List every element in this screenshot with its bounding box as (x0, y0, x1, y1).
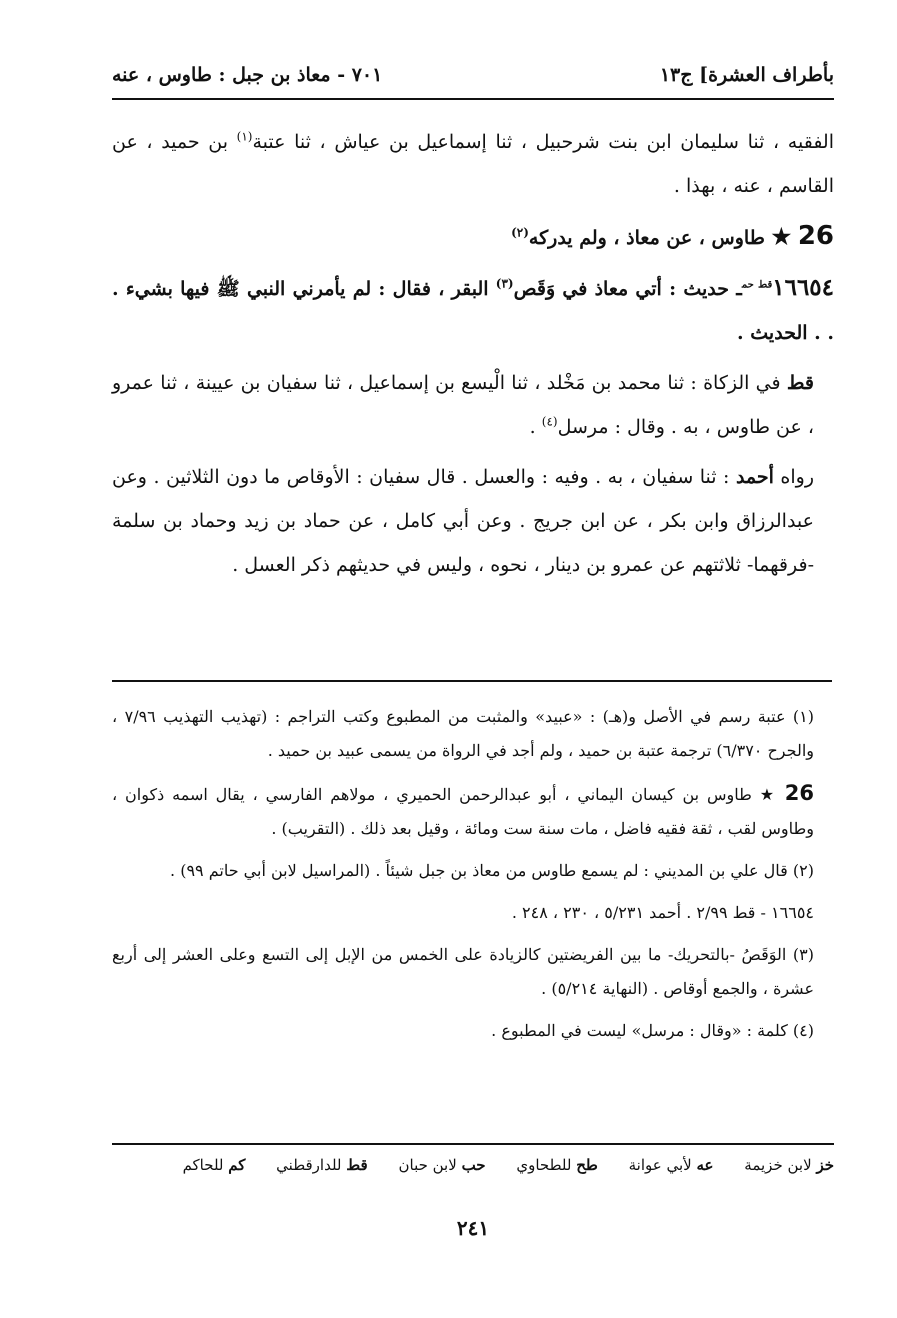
footnote-26-text: طاوس بن كيسان اليماني ، أبو عبدالرحمن الحميري ، مولاهم الفارسي ، يقال اسمه ذكوان ، وطاوس لقب ، ثقة فقيه فاضل ، مات سنة ست ومائة ، وقيل بعد ذلك . (التقريب) . (112, 785, 814, 838)
abbr-name: للطحاوي (516, 1156, 572, 1174)
abbreviations-key (112, 1156, 834, 1174)
paragraph-1-cont: بن حميد ، عن القاسم ، عنه ، بهذا . (112, 131, 834, 197)
footnote-source-refs: ١٦٦٥٤ - قط ٢/٩٩ . أحمد ٥/٢٣١ ، ٢٣٠ ، ٢٤٨ . (511, 903, 814, 922)
abbr-name: للدارقطني (276, 1156, 342, 1174)
running-title-left: ٧٠١ - معاذ بن جبل : طاوس ، عنه (112, 64, 383, 86)
abbr-name: للحاكم (182, 1156, 224, 1174)
running-header (112, 54, 834, 94)
hadith-text-a: ـ حديث : أتي معاذ في وَقَص (513, 278, 742, 300)
footnote-26 (112, 776, 834, 846)
hadith-number: ١٦٦٥٤ (772, 274, 835, 301)
section-number: 26 (797, 221, 834, 251)
footnote-4: (٤) كلمة : «وقال : مرسل» ليست في المطبوع . (491, 1021, 814, 1040)
paragraph-1 (112, 120, 834, 208)
footnote-ref-4: (٤) (541, 414, 558, 429)
running-title-right: بأطراف العشرة] ج١٣ (659, 64, 834, 86)
book-page (112, 40, 834, 1290)
hadith-source-codes: قط حم (741, 279, 773, 291)
hadith-text-b: البقر ، فقال : لم يأمرني النبي ﷺ فيها بشيء . . . الحديث . (112, 278, 834, 344)
abbr-item (516, 1156, 597, 1174)
section-heading (112, 214, 834, 260)
abbr-code: حب (461, 1156, 486, 1174)
footnote-ref-3: (٣) (495, 276, 514, 291)
abbr-item (183, 1156, 246, 1174)
page-number: ٢٤١ (456, 1216, 490, 1240)
ahmad-paragraph (112, 455, 834, 587)
daraqutni-paragraph (112, 361, 834, 449)
footnotes (112, 700, 834, 1056)
star-icon: ★ (759, 785, 777, 804)
abbr-code: قط (346, 1156, 368, 1174)
footnote-rule (112, 680, 832, 682)
abbr-item (744, 1156, 834, 1174)
hadith-entry (112, 266, 834, 355)
abbr-code: طح (576, 1156, 598, 1174)
abbr-name: لابن خزيمة (744, 1156, 812, 1174)
abbr-code: خز (816, 1156, 834, 1174)
star-icon: ★ (771, 224, 792, 250)
main-text (112, 120, 834, 593)
footnote-3: (٣) الوَقَصُ -بالتحريك- ما بين الفريضتين كالزيادة على الخمس من الإبل إلى التسع وعلى العشر إلى أربع عشرة ، والجمع أوقاص . (النهاية ٥/٢١٤) . (112, 945, 814, 998)
ahmad-pre: رواه (773, 466, 814, 488)
abbr-name: لابن حبان (398, 1156, 457, 1174)
qt-label: قط (786, 372, 814, 394)
footnote-ref-1: (١) (236, 129, 253, 144)
abbr-code: كم (228, 1156, 246, 1174)
footnote-1: (١) عتبة رسم في الأصل و(هـ) : «عبيد» والمثبت من المطبوع وكتب التراجم : (تهذيب التهذيب ٧/٩٦ ، والجرح ٦/٣٧٠) ترجمة عتبة بن حميد ، ولم أجد في الرواة من يسمى عبيد بن حميد . (112, 707, 815, 760)
qt-text: في الزكاة : ثنا محمد بن مَخْلد ، ثنا الْيسع بن إسماعيل ، ثنا سفيان بن عيينة ، ثنا عمرو ، عن طاوس ، به . وقال : مرسل (112, 372, 814, 438)
paragraph-1-text: الفقيه ، ثنا سليمان ابن بنت شرحبيل ، ثنا إسماعيل بن عياش ، ثنا عتبة (252, 131, 834, 153)
footnote-2: (٢) قال علي بن المديني : لم يسمع طاوس من معاذ بن جبل شيئاً . (المراسيل لابن أبي حاتم ٩٩) . (170, 861, 814, 880)
header-rule (112, 98, 834, 100)
abbr-item (398, 1156, 485, 1174)
footnote-26-number: 26 (784, 781, 815, 805)
section-title: طاوس ، عن معاذ ، ولم يدركه (528, 227, 772, 249)
abbreviations-rule (112, 1143, 834, 1145)
abbr-item (276, 1156, 368, 1174)
abbr-code: عه (696, 1156, 714, 1174)
abbr-name: لأبي عوانة (628, 1156, 692, 1174)
ahmad-text: : ثنا سفيان ، به . وفيه : والعسل . قال سفيان : الأوقاص ما دون الثلاثين . وعن عبدالرزاق وابن بكر ، عن ابن جريج . وعن أبي كامل ، عن حماد بن زيد وحماد بن سلمة -فرقهما- ثلاثتهم عن عمرو بن دينار ، نحوه ، وليس في حديثهم ذكر العسل . (112, 466, 814, 576)
qt-end: . (529, 416, 542, 438)
abbr-item (629, 1156, 714, 1174)
footnote-ref-2: (٢) (511, 225, 529, 240)
ahmad-label: أحمد (735, 466, 774, 488)
